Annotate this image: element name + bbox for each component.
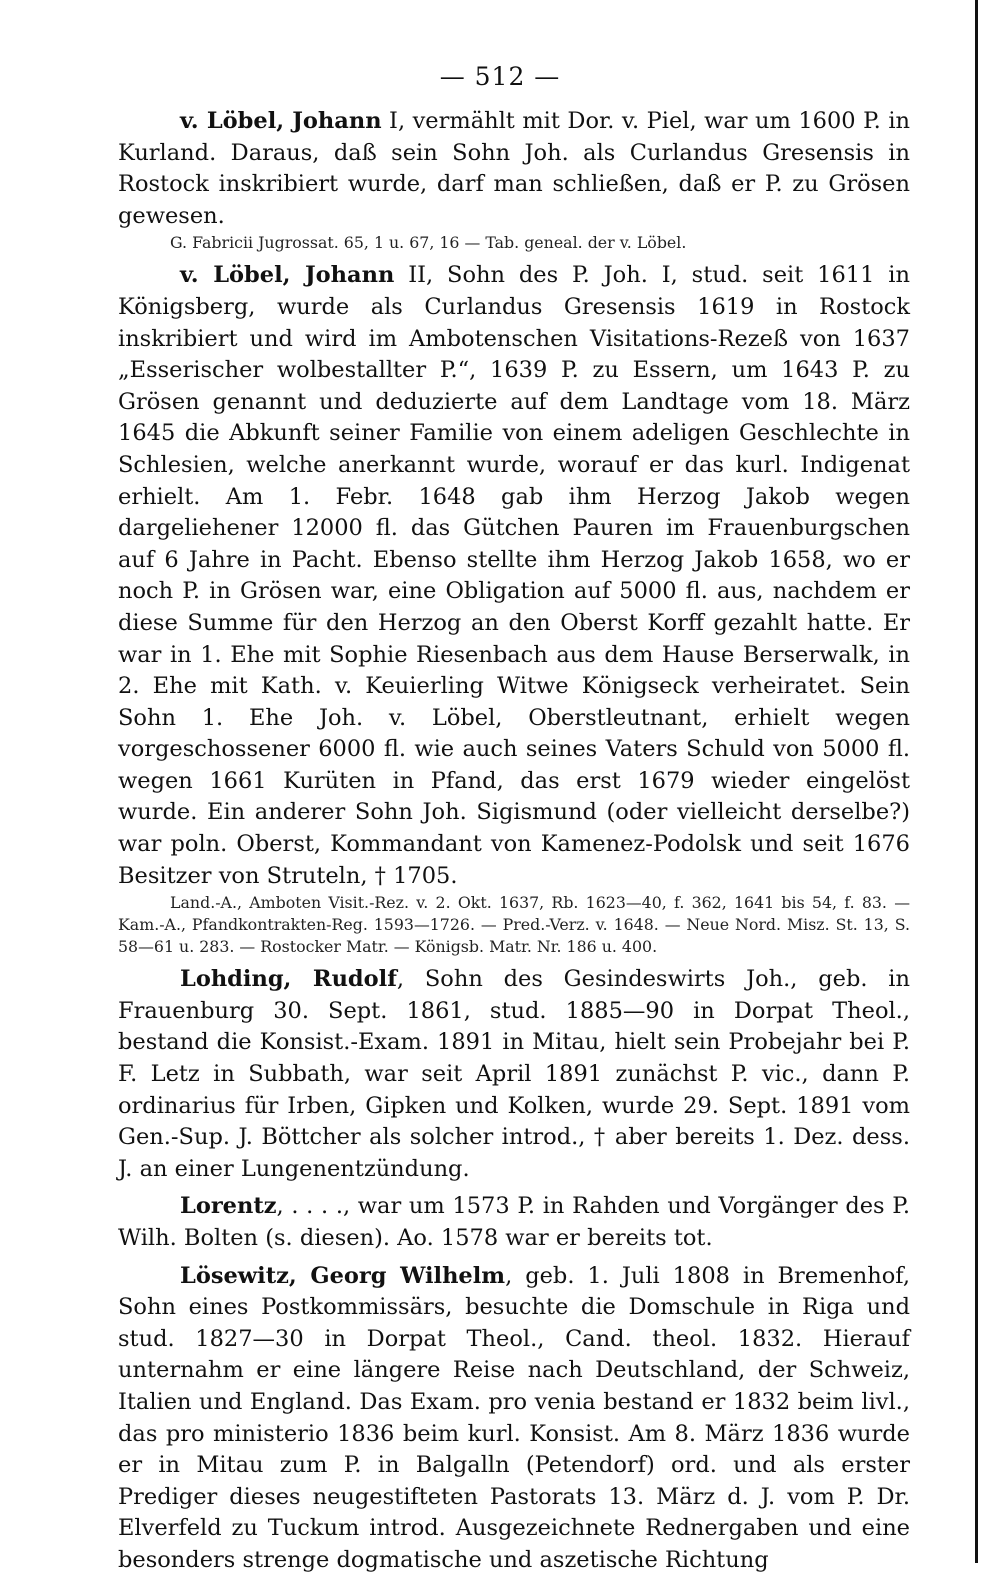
- entry-text: , geb. 1. Juli 1808 in Bremenhof, Sohn eines Postkommissärs, besuchte die Domschule in Riga und stud. 1827—30 in Dorpat Theol., Cand. theol. 1832. Hierauf unternahm er eine längere Reise nach Deutschland, der Schweiz, Italien und England. Das Exam. pro venia bestand er 1832 beim livl., das pro ministerio 1836 beim kurl. Konsist. Am 8. März 1836 wurde er in Mitau zum P. in Balgalln (Petendorf) ord. und als erster Prediger dieses neugestifteten Pastorats 13. März d. J. vom P. Dr. Elverfeld zu Tuckum introd. Ausgezeichnete Rednergaben und eine besonders strenge dogmatische und aszetische Richtung: [118, 1262, 910, 1573]
- entry-name: v. Löbel, Johann: [180, 108, 382, 134]
- entry-lohding-rudolf: [118, 964, 910, 1185]
- entry-loebel-johann-ii: [118, 260, 910, 958]
- entry-paragraph: [118, 106, 910, 232]
- margin-rule: [975, 0, 978, 1563]
- entry-text: , Sohn des Gesindeswirts Joh., geb. in Frauenburg 30. Sept. 1861, stud. 1885—90 in Dorpat Theol., bestand die Konsist.-Exam. 1891 in Mitau, hielt sein Probejahr bei P. F. Letz in Subbath, war seit April 1891 zunächst P. vic., dann P. ordinarius für Irben, Gipken und Kolken, wurde 29. Sept. 1891 vom Gen.-Sup. J. Böttcher als solcher introd., † aber bereits 1. Dez. dess. J. an einer Lungenentzündung.: [118, 966, 910, 1182]
- entry-loebel-johann-i: [118, 106, 910, 254]
- entry-paragraph: [118, 260, 910, 892]
- entry-text: I, vermählt mit Dor. v. Piel, war um 1600 P. in Kurland. Daraus, daß sein Sohn Joh. als Curlandus Gresensis in Rostock inskribiert wurde, darf man schließen, daß er P. zu Grösen gewesen.: [118, 108, 911, 229]
- text-block: [118, 106, 910, 1577]
- entry-lorentz: [118, 1191, 910, 1254]
- entry-paragraph: [118, 1191, 910, 1254]
- entry-text: , . . . ., war um 1573 P. in Rahden und Vorgänger des P. Wilh. Bolten (s. diesen). Ao. 1578 war er bereits tot.: [118, 1193, 910, 1251]
- entry-name: Lohding, Rudolf: [180, 966, 397, 993]
- entry-paragraph: [118, 1261, 910, 1577]
- entry-name: Lorentz: [180, 1193, 277, 1220]
- entry-loesewitz-georg-wilhelm: [118, 1261, 910, 1577]
- entry-paragraph: [118, 964, 910, 1185]
- entry-source: Land.-A., Amboten Visit.-Rez. v. 2. Okt. 1637, Rb. 1623—40, f. 362, 1641 bis 54, f. 83. — Kam.-A., Pfandkontrakten-Reg. 1593—1726. — Pred.-Verz. v. 1648. — Neue Nord. Misz. St. 13, S. 58—61 u. 283. — Rostocker Matr. — Königsb. Matr. Nr. 186 u. 400.: [118, 893, 910, 957]
- entry-source: G. Fabricii Jugrossat. 65, 1 u. 67, 16 — Tab. geneal. der v. Löbel.: [170, 233, 687, 253]
- page-number: — 512 —: [439, 62, 561, 91]
- entry-text: II, Sohn des P. Joh. I, stud. seit 1611 in Königsberg, wurde als Curlandus Gresensis 1619 in Rostock inskribiert und wird im Ambotenschen Visitations-Rezeß von 1637 „Esserischer wolbestallter P.“, 1639 P. zu Essern, um 1643 P. zu Grösen genannt und deduzierte auf dem Landtage vom 18. März 1645 die Abkunft seiner Familie von einem adeligen Geschlechte in Schlesien, welche anerkannt wurde, worauf er das kurl. Indigenat erhielt. Am 1. Febr. 1648 gab ihm Herzog Jakob wegen dargeliehener 12000 fl. das Gütchen Pauren im Frauenburgschen auf 6 Jahre in Pacht. Ebenso stellte ihm Herzog Jakob 1658, wo er noch P. in Grösen war, eine Obligation auf 5000 fl. aus, nachdem er diese Summe für den Herzog an den Oberst Korff gezahlt hatte. Er war in 1. Ehe mit Sophie Riesenbach aus dem Hause Berserwalk, in 2. Ehe mit Kath. v. Keuierling Witwe Königseck verheiratet. Sein Sohn 1. Ehe Joh. v. Löbel, Oberstleutnant, erhielt wegen vorgeschossener 6000 fl. wie auch seines Vaters Schuld von 5000 fl. wegen 1661 Kurüten in Pfand, das erst 1679 wieder eingelöst wurde. Ein anderer Sohn Joh. Sigismund (oder vielleicht derselbe?) war poln. Oberst, Kommandant von Kamenez-Podolsk und seit 1676 Besitzer von Struteln, † 1705.: [118, 262, 910, 889]
- entry-name: Lösewitz, Georg Wilhelm: [180, 1262, 506, 1289]
- entry-name: v. Löbel, Johann: [180, 262, 395, 289]
